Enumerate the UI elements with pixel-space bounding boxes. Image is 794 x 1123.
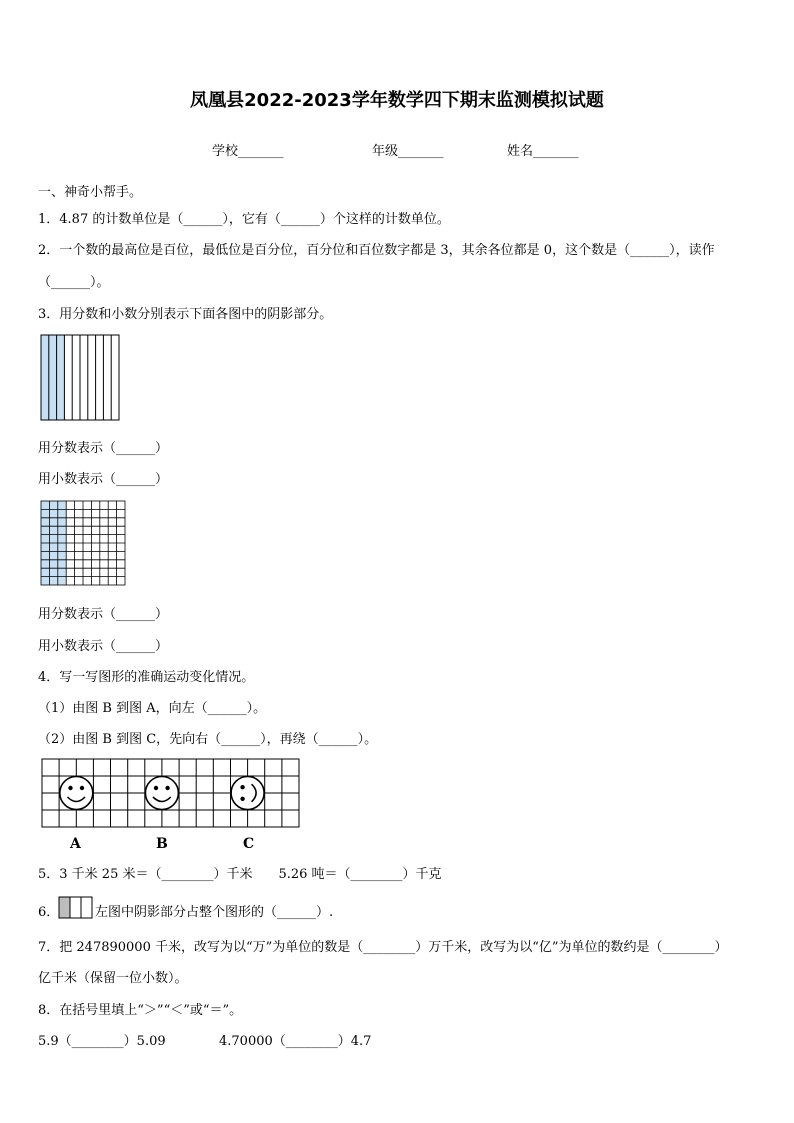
question-6-text: 左图中阴影部分占整个图形的（______）. (95, 905, 334, 920)
shaded-bar-figure (58, 896, 94, 920)
shaded-strips (41, 335, 64, 420)
smiley-face-c (231, 777, 264, 810)
label-c: C (243, 836, 255, 852)
question-5: 5．3 千米 25 米＝（________）千米 5.26 吨＝（________）千克 (38, 867, 442, 882)
school-field: 学校_______ (212, 144, 284, 159)
question-8-item-b: 4.70000（________）4.7 (219, 1034, 372, 1049)
name-field: 姓名_______ (507, 144, 579, 159)
smiley-face-b (145, 777, 178, 810)
question-7: 7．把 247890000 千米，改写为以“万”为单位的数是（________）万千米，改写为以“亿”为单位的数约是（________） (38, 940, 728, 955)
question-4-part-2: （2）由图 B 到图 C，先向右（______），再绕（______）。 (38, 732, 378, 747)
fig1-decimal-prompt: 用小数表示（______） (38, 472, 169, 487)
question-4-part-1: （1）由图 B 到图 A，向左（______）。 (38, 701, 267, 716)
question-2: 2．一个数的最高位是百位，最低位是百分位，百分位和百位数字都是 3，其余各位都是 0，这个数是（______），读作 (38, 243, 715, 258)
grid-figure (40, 500, 128, 588)
question-4: 4．写一写图形的准确运动变化情况。 (38, 670, 255, 685)
page-title: 凤凰县2022-2023学年数学四下期末监测模拟试题 (190, 90, 604, 111)
question-3: 3．用分数和小数分别表示下面各图中的阴影部分。 (38, 307, 333, 322)
question-7-continued: 亿千米（保留一位小数）。 (38, 971, 188, 986)
section-heading: 一、神奇小帮手。 (38, 185, 143, 200)
question-6-number: 6． (38, 905, 60, 920)
fig2-decimal-prompt: 用小数表示（______） (38, 639, 169, 654)
smiley-grid-figure (40, 757, 302, 831)
question-8-item-a: 5.9（________）5.09 (38, 1034, 166, 1049)
label-b: B (156, 836, 168, 852)
label-a: A (70, 836, 81, 852)
question-2-continued: （______）。 (38, 275, 110, 290)
strip-figure (40, 334, 122, 422)
fig2-fraction-prompt: 用分数表示（______） (38, 607, 169, 622)
shaded-part (59, 897, 70, 918)
question-1: 1．4.87 的计数单位是（______），它有（______）个这样的计数单位。 (38, 212, 450, 227)
fig1-fraction-prompt: 用分数表示（______） (38, 441, 169, 456)
grade-field: 年级_______ (372, 144, 444, 159)
smiley-face-a (60, 777, 93, 810)
question-8: 8．在括号里填上“＞”“＜”或“＝”。 (38, 1003, 243, 1018)
